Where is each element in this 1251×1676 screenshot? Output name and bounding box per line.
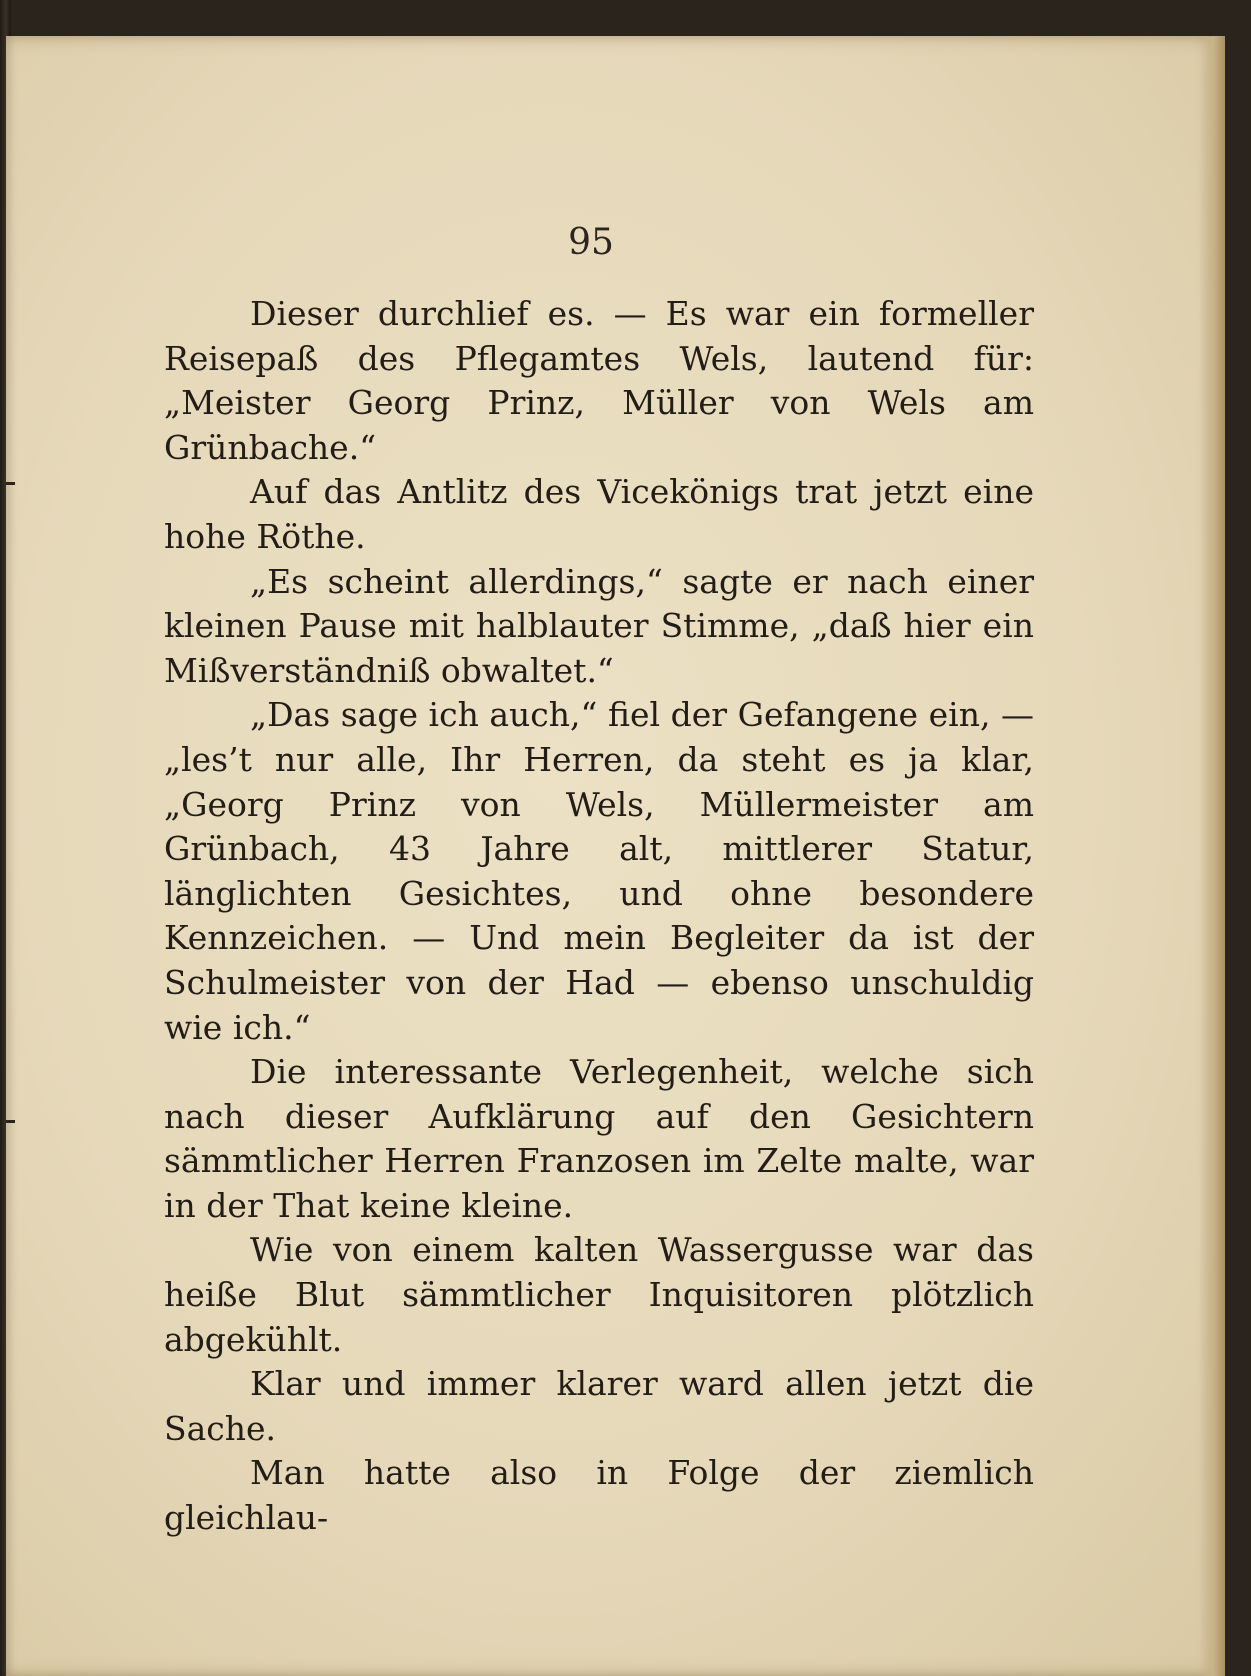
paragraph: Klar und immer klarer ward allen jetzt die Sache. <box>164 1364 1034 1448</box>
paragraph: „Das sage ich auch,“ fiel der Gefangene ein, — „les’t nur alle, Ihr Herren, da steht es ja klar, „Georg Prinz von Wels, Müllermeister am Grünbach, 43 Jahre alt, mittlerer Statur, länglichten Gesichtes, und ohne besondere Kennzeichen. — Und mein Begleiter da ist der Schulmeister von der Had — ebenso unschuldig wie ich.“ <box>164 695 1034 1047</box>
paper-sheet <box>6 36 1225 1676</box>
paragraph: „Es scheint allerdings,“ sagte er nach einer kleinen Pause mit halblauter Stimme, „daß hier ein Mißverständniß obwaltet.“ <box>164 561 1034 690</box>
paragraph: Auf das Antlitz des Vicekönigs trat jetzt eine hohe Röthe. <box>164 472 1034 556</box>
page-edge-shadow <box>1199 36 1225 1676</box>
paragraph: Die interessante Verlegenheit, welche sich nach dieser Aufklärung auf den Gesichtern sämmtlicher Herren Franzosen im Zelte malte, war in der That keine kleine. <box>164 1052 1034 1225</box>
paragraph: Dieser durchlief es. — Es war ein formeller Reisepaß des Pflegamtes Wels, lautend für: „Meister Georg Prinz, Müller von Wels am Grünbache.“ <box>164 294 1034 467</box>
body-text <box>164 292 1034 1541</box>
paragraph: Wie von einem kalten Wassergusse war das heiße Blut sämmtlicher Inquisitoren plötzlich abgekühlt. <box>164 1230 1034 1359</box>
margin-mark <box>6 1120 15 1123</box>
margin-mark <box>6 482 15 485</box>
paragraph: Man hatte also in Folge der ziemlich gleichlau- <box>164 1453 1034 1538</box>
page-number: 95 <box>568 222 614 263</box>
